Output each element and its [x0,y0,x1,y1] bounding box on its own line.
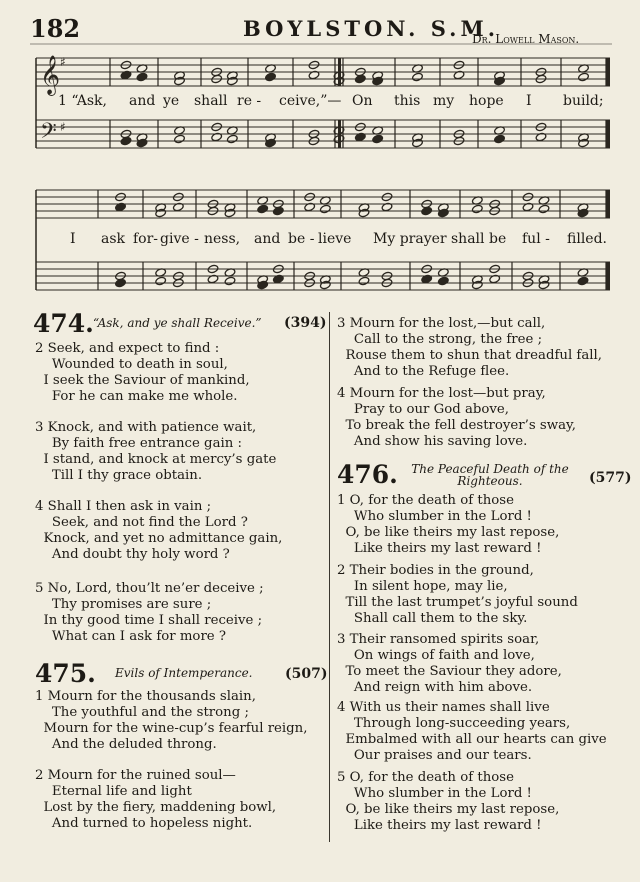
lyric-word: ask [101,231,126,247]
lyric-word: ful - [522,231,550,247]
tune-title: BOYLSTON. S.M. [243,16,500,41]
lyric-word: 1 “Ask, [58,93,107,109]
final-bar [606,120,610,148]
note-head [421,206,433,216]
lyric-word: I [70,231,76,247]
verse: 1 Mourn for the thousands slain, The youthful and the strong ; Mourn for the wine-cup’s fearful reign, And the deluded throng. [35,689,308,752]
lyric-word: be [489,231,507,247]
lyric-word: and [129,93,156,109]
note-head [115,278,127,288]
note-head [438,276,450,286]
note-head [538,204,550,214]
verse: 3 Mourn for the lost,—but call, Call to the strong, the free ; Rouse them to shun that dreadful fall, And to the Refuge flee. [337,316,603,379]
verse: 2 Mourn for the ruined soul— Eternal life and light Lost by the fiery, maddening bowl, And turned to hopeless night. [35,768,277,831]
note-head [257,204,269,214]
sharp-sign: ♯ [60,120,66,134]
note-head [136,72,148,82]
hymn-title: Evils of Intemperance. [115,666,253,680]
lyric-word: shall [194,93,228,109]
note-head [224,276,236,286]
note-head [174,134,186,144]
note-head [227,134,239,144]
verse: 3 Their ransomed spirits soar, On wings of faith and love, To meet the Saviour they adore, And reign with him above. [337,632,562,695]
lyric-word: On [352,93,373,109]
lyric-word: re - [237,93,262,109]
lyric-word: be - [288,231,315,247]
lyric-word: ye [163,93,180,109]
lyric-word: My prayer [373,231,447,247]
verse: 4 Shall I then ask in vain ; Seek, and not find the Lord ? Knock, and yet no admittance gain, And doubt thy holy word ? [35,499,283,562]
lyric-word: lieve [318,231,352,247]
note-head [372,134,384,144]
final-bar [606,58,610,86]
lyric-word: and [254,231,281,247]
verse: 4 Mourn for the lost—but pray, Pray to our God above, To break the fell destroyer’s sway, And show his saving love. [337,386,577,449]
hymn-number: 474. [33,309,94,338]
note-head [577,276,589,286]
hymn-number: 475. [35,659,96,688]
lyric-word: hope [469,93,504,109]
lyric-word: for- [133,231,159,247]
verse: 5 O, for the death of those Who slumber in the Lord ! O, be like theirs my last repose, Like theirs my last reward ! [337,770,560,833]
note-head [155,276,167,286]
verse: 2 Seek, and expect to find : Wounded to death in soul, I seek the Saviour of mankind, For he can make me whole. [35,341,250,404]
lyric-word: ceive,”— [279,93,342,109]
note-head [472,204,484,214]
verse: 5 No, Lord, thou’lt ne’er deceive ; Thy promises are sure ; In thy good time I shall receive ; What can I ask for more ? [35,581,264,644]
hymn-title: The Peaceful Death of the Righteous. [411,462,569,488]
lyric-word: give - [160,231,199,247]
hymn-reference: (507) [285,666,328,682]
hymn-reference: (394) [284,315,327,331]
note-head [494,134,506,144]
note-head [320,204,332,214]
composer: Dr. Lowell Mason. [472,32,580,46]
bass-clef: 𝄢 [40,119,57,149]
note-head [355,74,367,84]
verse: 3 Knock, and with patience wait, By faith free entrance gain : I stand, and knock at mercy’s gate Till I thy grace obtain. [35,420,277,483]
verse: 2 Their bodies in the ground, In silent hope, may lie, Till the last trumpet’s joyful sound Shall call them to the sky. [337,563,578,626]
page-number: 182 [30,14,81,43]
note-head [578,72,590,82]
note-head [412,72,424,82]
note-head [358,276,370,286]
lyric-word: I [526,93,532,109]
lyric-word: this [394,93,421,109]
hymn-reference: (577) [589,470,632,486]
treble-clef: 𝄞 [40,55,61,95]
lyric-word: build; [563,93,604,109]
lyric-word: my [433,93,455,109]
lyric-word: filled. [567,231,607,247]
lyric-word: shall [451,231,485,247]
final-bar [606,190,610,218]
note-head [265,72,277,82]
note-head [120,136,132,146]
final-bar [606,262,610,290]
hymn-title: “Ask, and ye shall Receive.” [93,316,262,330]
verse: 1 O, for the death of those Who slumber in the Lord ! O, be like theirs my last repose, Like theirs my last reward ! [337,493,560,556]
hymn-number: 476. [337,460,398,489]
lyric-word: ness, [204,231,241,247]
note-head [273,206,285,216]
verse: 4 With us their names shall live Through long-succeeding years, Embalmed with all our hearts can give Our praises and our tears. [337,700,607,763]
column-divider [329,312,330,842]
sharp-sign: ♯ [60,55,66,69]
